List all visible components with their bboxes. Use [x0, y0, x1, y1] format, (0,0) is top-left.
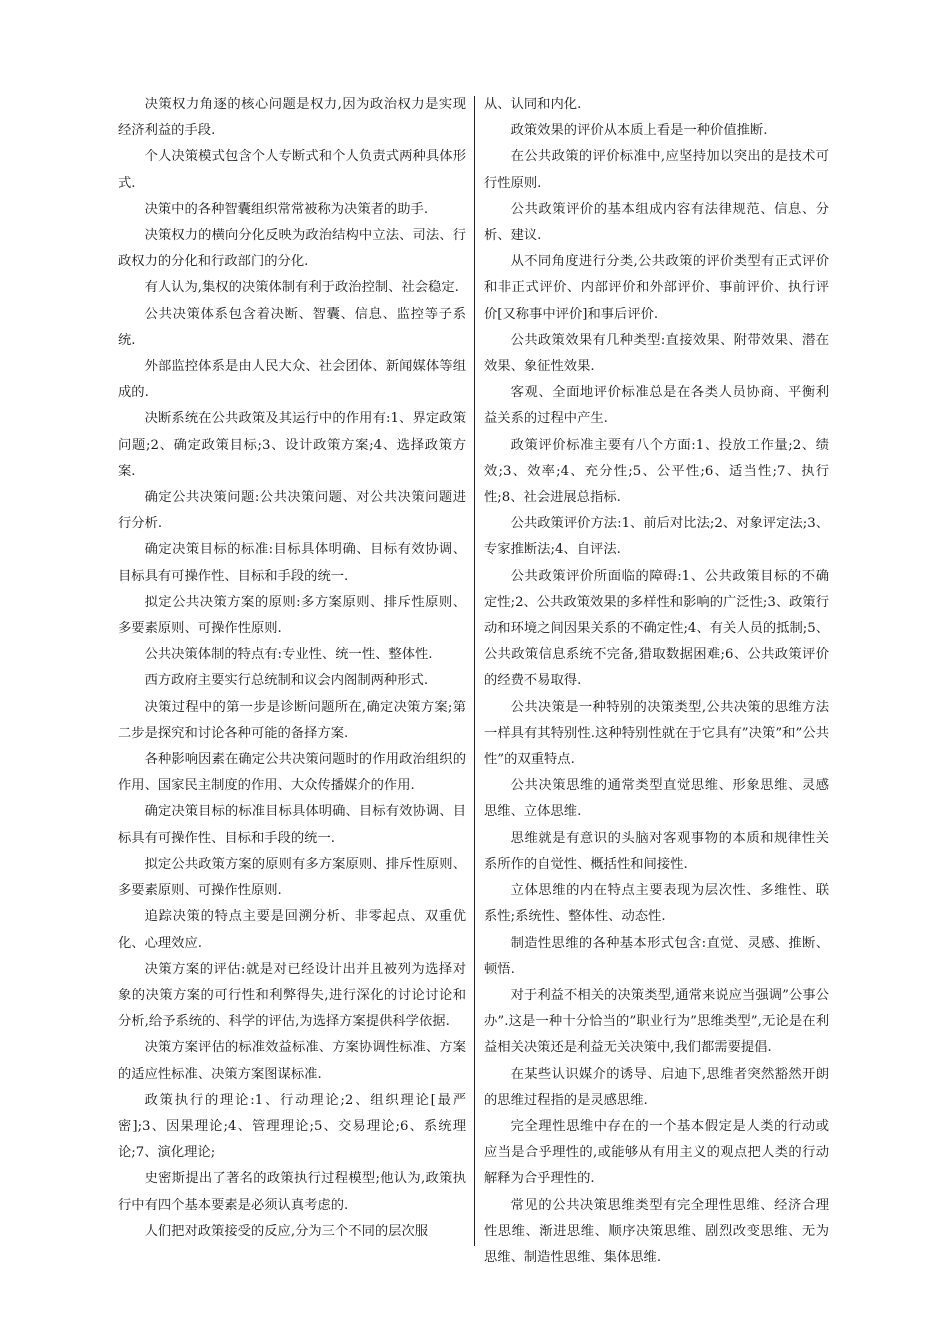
paragraph: 政策效果的评价从本质上看是一种价值推断. — [510, 123, 768, 139]
paragraph: 对于利益不相关的决策类型,通常来说应当强调”公事公办”.这是一种十分恰当的”职业行为”思维类型”,无论是在利益相关决策还是利益无关决策中,我们都需要提倡. — [484, 987, 829, 1056]
paragraph: 决策权力角逐的核心问题是权力,因为政治权力是实现经济利益的手段. — [118, 97, 466, 139]
paragraph: 决策方案评估的标准效益标准、方案协调性标准、方案的适应性标准、决策方案图谋标准. — [118, 1040, 466, 1082]
paragraph: 有人认为,集权的决策体制有利于政治控制、社会稳定. — [144, 280, 459, 296]
right-column — [484, 92, 829, 1271]
paragraph: 个人决策模式包含个人专断式和个人负责式两种具体形式. — [118, 149, 466, 191]
paragraph: 公共决策是一种特别的决策类型,公共决策的思维方法一样具有其特别性.这种特别性就在于它具有”决策”和”公共性”的双重特点. — [484, 699, 829, 768]
paragraph: 公共决策思维的通常类型直觉思维、形象思维、灵感思维、立体思维. — [484, 778, 829, 820]
paragraph: 完全理性思维中存在的一个基本假定是人类的行动或应当是合乎理性的,或能够从有用主义的观点把人类的行动解释为合乎理性的. — [484, 1118, 829, 1187]
paragraph: 在公共政策的评价标准中,应坚持加以突出的是技术可行性原则. — [484, 149, 829, 191]
paragraph: 公共政策效果有几种类型:直接效果、附带效果、潜在效果、象征性效果. — [484, 332, 829, 375]
paragraph: 决策权力的横向分化反映为政治结构中立法、司法、行政权力的分化和行政部门的分化. — [118, 228, 466, 270]
paragraph: 公共决策体制的特点有:专业性、统一性、整体性. — [144, 647, 433, 663]
paragraph: 公共决策体系包含着决断、智囊、信息、监控等子系统. — [118, 306, 466, 348]
paragraph: 拟定公共决策方案的原则:多方案原则、排斥性原则、多要素原则、可操作性原则. — [118, 594, 466, 637]
paragraph: 思维就是有意识的头脑对客观事物的本质和规律性关系所作的自觉性、概括性和间接性. — [484, 830, 829, 872]
paragraph: 常见的公共决策思维类型有完全理性思维、经济合理性思维、渐进思维、顺序决策思维、剧烈改变思维、无为思维、制造性思维、集体思维. — [484, 1197, 829, 1265]
paragraph: 在某些认识媒介的诱导、启迪下,思维者突然豁然开朗的思维过程指的是灵感思维. — [484, 1066, 829, 1108]
paragraph: 各种影响因素在确定公共决策问题时的作用政治组织的作用、国家民主制度的作用、大众传播媒介的作用. — [118, 752, 466, 794]
paragraph: 决策中的各种智囊组织常常被称为决策者的助手. — [144, 201, 429, 217]
paragraph: 公共政策评价方法:1、前后对比法;2、对象评定法;3、专家推断法;4、自评法. — [484, 516, 829, 558]
paragraph: 政策评价标准主要有八个方面:1、投放工作量;2、绩效;3、效率;4、充分性;5、公平性;6、适当性;7、执行性;8、社会进展总指标. — [484, 437, 829, 506]
paragraph: 确定决策目标的标准目标具体明确、目标有效协调、目标具有可操作性、目标和手段的统一. — [118, 804, 466, 846]
paragraph: 制造性思维的各种基本形式包含:直觉、灵感、推断、顿悟. — [484, 935, 829, 977]
paragraph: 西方政府主要实行总统制和议会内阁制两种形式. — [144, 673, 429, 689]
paragraph: 公共政策评价的基本组成内容有法律规范、信息、分析、建议. — [484, 201, 829, 244]
paragraph: 追踪决策的特点主要是回溯分析、非零起点、双重优化、心理效应. — [118, 909, 466, 951]
paragraph: 拟定公共政策方案的原则有多方案原则、排斥性原则、多要素原则、可操作性原则. — [118, 856, 466, 899]
paragraph: 决断系统在公共政策及其运行中的作用有:1、界定政策问题;2、确定政策目标;3、设计政策方案;4、选择政策方案. — [118, 411, 466, 479]
paragraph: 决策过程中的第一步是诊断问题所在,确定决策方案;第二步是探究和讨论各种可能的备择方案. — [118, 699, 466, 741]
paragraph: 史密斯提出了著名的政策执行过程模型;他认为,政策执行中有四个基本要素是必须认真考虑的. — [118, 1171, 466, 1213]
paragraph: 确定决策目标的标准:目标具体明确、目标有效协调、目标具有可操作性、目标和手段的统一. — [118, 542, 466, 584]
paragraph: 立体思维的内在特点主要表现为层次性、多维性、联系性;系统性、整体性、动态性. — [484, 883, 829, 925]
paragraph: 决策方案的评估:就是对已经设计出并且被列为选择对象的决策方案的可行性和利弊得失,进行深化的讨论讨论和分析,给予系统的、科学的评估,为选择方案提供科学依据. — [118, 961, 466, 1030]
left-column — [118, 92, 466, 1245]
paragraph: 外部监控体系是由人民大众、社会团体、新闻媒体等组成的. — [118, 359, 466, 401]
paragraph: 政策执行的理论:1、行动理论;2、组织理论[最严密];3、因果理论;4、管理理论;5、交易理论;6、系统理论;7、演化理论; — [118, 1092, 466, 1161]
paragraph: 从不同角度进行分类,公共政策的评价类型有正式评价和非正式评价、内部评价和外部评价、事前评价、执行评价[又称事中评价]和事后评价. — [484, 254, 829, 322]
paragraph: 客观、全面地评价标准总是在各类人员协商、平衡利益关系的过程中产生. — [484, 385, 829, 427]
paragraph: 公共政策评价所面临的障碍:1、公共政策目标的不确定性;2、公共政策效果的多样性和影响的广泛性;3、政策行动和环境之间因果关系的不确定性;4、有关人员的抵制;5、公共政策信息系统不完备,猎取数据困难;6、公共政策评价的经费不易取得. — [484, 568, 830, 689]
column-divider — [474, 96, 475, 1246]
paragraph-continuation: 从、认同和内化. — [484, 97, 582, 112]
paragraph: 确定公共决策问题:公共决策问题、对公共决策问题进行分析. — [118, 490, 466, 532]
paragraph: 人们把对政策接受的反应,分为三个不同的层次服 — [144, 1223, 429, 1239]
